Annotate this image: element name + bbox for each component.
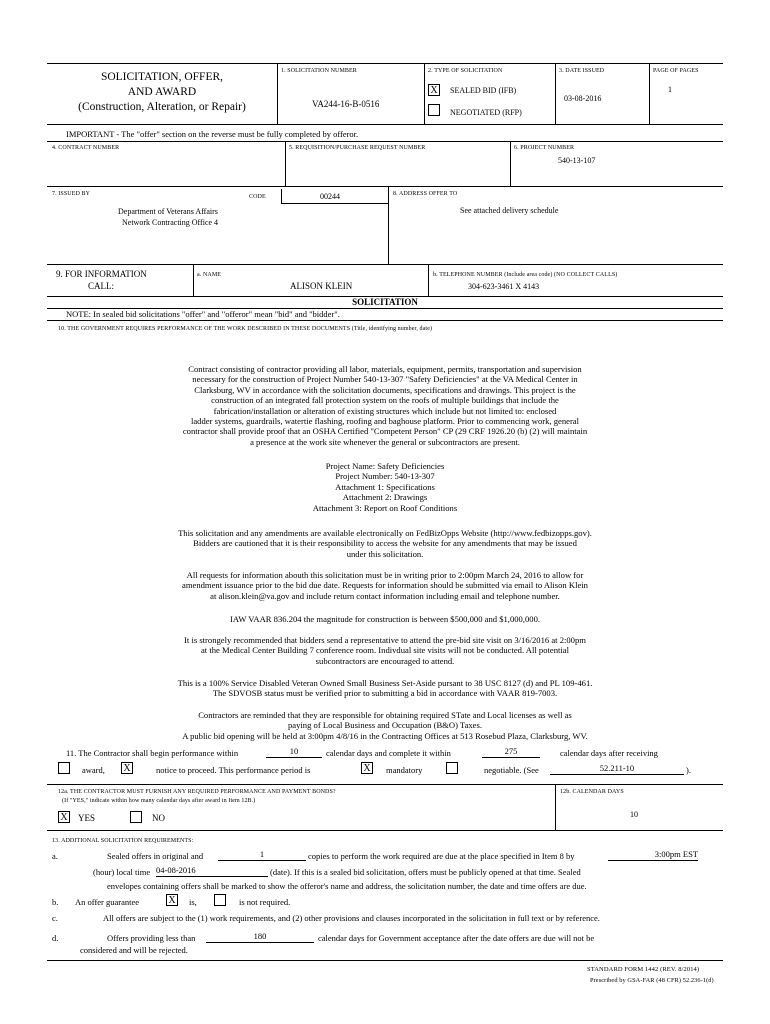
negotiable-checkbox[interactable] bbox=[446, 762, 458, 774]
solicitation-number: VA244-16-B-0516 bbox=[312, 99, 380, 109]
sealed-bid-checkbox[interactable]: X bbox=[428, 84, 440, 96]
rule-v-info bbox=[193, 264, 194, 296]
rule-v-project bbox=[510, 141, 511, 186]
telephone-number: 304-623-3461 X 4143 bbox=[468, 282, 540, 291]
begin-days: 10 bbox=[266, 746, 322, 758]
form-title-line3: (Construction, Alteration, or Repair) bbox=[78, 101, 246, 113]
text-line: a presence at the work site whenever the general or subcontractors are present. bbox=[250, 436, 520, 447]
award-label: award, bbox=[82, 765, 105, 775]
code-label: CODE bbox=[249, 194, 266, 200]
description-paragraph bbox=[130, 364, 640, 447]
text-line: Contractors are reminded that they are responsible for obtaining required STate and Local licenses as well as bbox=[198, 710, 572, 720]
issued-by-line2: Network Contracting Office 4 bbox=[122, 218, 219, 227]
rule-form-bottom bbox=[47, 960, 723, 961]
rule-note-bottom bbox=[47, 320, 723, 321]
negotiated-checkbox[interactable] bbox=[428, 104, 440, 116]
text-line: contractor shall provide proof that an OSHA Certified "Competent Person" CP (29 CRF 1926.20 (b) (2) will maintain bbox=[182, 426, 588, 437]
bonds-no-checkbox[interactable] bbox=[130, 811, 142, 823]
rule-code-bottom bbox=[281, 203, 388, 204]
text-line: Project Number: 540-13-307 bbox=[335, 471, 435, 482]
note-text: NOTE: In sealed bid solicitations "offer" and "offeror" mean "bid" and "bidder". bbox=[66, 309, 340, 319]
item13b-text: An offer guarantee bbox=[75, 897, 140, 907]
requests-paragraph bbox=[130, 570, 640, 601]
text-line: Attachment 3: Report on Roof Conditions bbox=[312, 502, 458, 513]
text-line: at the Medical Center Building 7 conference room. Indivdual site visits will not be conducted. All potential bbox=[200, 645, 569, 656]
item13c-letter: c. bbox=[52, 913, 58, 923]
calendar-days-value: 10 bbox=[630, 810, 638, 819]
mandatory-label: mandatory bbox=[386, 765, 423, 775]
information-label-2: CALL: bbox=[88, 281, 114, 291]
date-issued-label: 3. DATE ISSUED bbox=[559, 68, 605, 74]
requisition-number-label: 5. REQUISITION/PURCHASE REQUEST NUMBER bbox=[289, 145, 426, 151]
mandatory-checkbox[interactable]: X bbox=[361, 762, 373, 774]
text-line: construction of an integrated fall protection system on the roofs of multiple buildings that include the bbox=[211, 395, 559, 406]
rule-v-code bbox=[281, 189, 282, 203]
magnitude-paragraph bbox=[130, 614, 640, 624]
rule-v-req bbox=[285, 141, 286, 186]
acceptance-days: 180 bbox=[206, 931, 314, 943]
item11-text-2: calendar days and complete it within bbox=[326, 748, 451, 758]
notice-to-proceed-checkbox[interactable]: X bbox=[121, 762, 133, 774]
rule-important-bottom bbox=[47, 141, 723, 142]
sealed-bid-label: SEALED BID (IFB) bbox=[450, 86, 517, 95]
item10-label: 10. THE GOVERNMENT REQUIRES PERFORMANCE OF THE WORK DESCRIBED IN THESE DOCUMENTS (Title, identifying number, date) bbox=[58, 326, 433, 332]
item12a-sublabel: (If "YES," indicate within how many calendar days after award in Item 12B.) bbox=[62, 798, 256, 804]
due-time: 3:00pm EST bbox=[608, 849, 698, 861]
rule-v-date bbox=[555, 63, 556, 124]
address-offer-label: 8. ADDRESS OFFER TO bbox=[393, 191, 458, 197]
bonds-no-label: NO bbox=[152, 813, 165, 823]
rule-contract-bottom bbox=[47, 186, 723, 187]
solicitation-number-label: 1. SOLICITATION NUMBER bbox=[281, 68, 357, 74]
text-line: This solicitation and any amendments are available electronically on FedBizOpps Website (http://www.fedbizopps.gov). bbox=[178, 528, 592, 538]
negotiated-label: NEGOTIATED (RFP) bbox=[450, 108, 522, 117]
text-line: Project Name: Safety Deficiencies bbox=[325, 461, 445, 471]
text-line: at alison.klein@va.gov and include return contact information including email and telephone number. bbox=[210, 590, 560, 601]
text-line: Bidders are cautioned that it is their responsibility to access the website for any amendments that may be issued bbox=[193, 538, 577, 549]
page-of-pages-label: PAGE OF PAGES bbox=[653, 68, 699, 74]
guarantee-is-checkbox[interactable]: X bbox=[166, 894, 178, 906]
text-line: All requests for information abouth this solicitation must be in writing prior to 2:00pm March 24, 2016 to allow for bbox=[186, 570, 584, 580]
copies-value: 1 bbox=[218, 849, 306, 861]
guarantee-not-label: is not required. bbox=[239, 897, 291, 907]
fedbizopps-paragraph bbox=[130, 528, 640, 559]
rule-v-address bbox=[388, 186, 389, 264]
rule-v-page bbox=[649, 63, 650, 124]
bonds-yes-label: YES bbox=[78, 813, 96, 823]
telephone-label: b. TELEPHONE NUMBER (Include area code) (NO COLLECT CALLS) bbox=[433, 272, 618, 278]
issued-by-line1: Department of Veterans Affairs bbox=[118, 207, 218, 216]
text-line: ladder systems, guardrails, watertie flashing, roofing and baghouse platform. Prior to commencing work, general bbox=[190, 416, 580, 427]
item13d-text1: Offers providing less than bbox=[107, 933, 196, 943]
form-title-line2: AND AWARD bbox=[127, 86, 197, 98]
item13a-text3: (hour) local time bbox=[93, 867, 151, 877]
rule-top bbox=[47, 63, 723, 64]
item13a-text2: copies to perform the work required are due at the place specified in Item 8 by bbox=[308, 851, 575, 861]
complete-days: 275 bbox=[482, 746, 540, 758]
award-checkbox[interactable] bbox=[58, 762, 70, 774]
text-line: necessary for the construction of Project Number 540-13-307 "Safety Deficiencies" at the VA Medical Center in bbox=[192, 374, 578, 385]
rule-item11-bottom bbox=[47, 784, 723, 785]
due-date: 04-08-2016 bbox=[156, 865, 268, 877]
item13b-letter: b. bbox=[52, 897, 59, 907]
text-line: This is a 100% Service Disabled Veteran Owned Small Business Set-Aside pursant to 38 USC 8127 (d) and PL 109-461. bbox=[177, 678, 593, 688]
project-number-label: 6. PROJECT NUMBER bbox=[514, 145, 575, 151]
text-line: Contract consisting of contractor providing all labor, materials, equipment, permits, transportation and supervision bbox=[188, 364, 582, 374]
item13d-text3: considered and will be rejected. bbox=[80, 945, 188, 955]
text-line: Attachment 2: Drawings bbox=[342, 492, 428, 503]
rule-v-phone bbox=[428, 264, 429, 296]
form-title-line1: SOLICITATION, OFFER, bbox=[100, 71, 224, 83]
guarantee-not-checkbox[interactable] bbox=[214, 894, 226, 906]
guarantee-is-label: is, bbox=[189, 897, 197, 907]
text-line: A public bid opening will be held at 3:00pm 4/8/16 in the Contracting Offices at 513 Rosebud Plaza, Clarksburg, WV. bbox=[182, 730, 588, 741]
item13-label: 13. ADDITIONAL SOLICITATION REQUIREMENTS: bbox=[52, 838, 194, 844]
contract-number-label: 4. CONTRACT NUMBER bbox=[52, 145, 120, 151]
contact-name: ALISON KLEIN bbox=[290, 281, 353, 291]
type-of-solicitation-label: 2. TYPE OF SOLICITATION bbox=[428, 68, 503, 74]
rule-header-bottom bbox=[47, 124, 723, 125]
text-line: fabrication/installation or alteration of existing structures which include but not limited to: enclosed bbox=[213, 405, 557, 416]
code-value: 00244 bbox=[320, 192, 340, 201]
page-number: 1 bbox=[668, 85, 672, 94]
project-info-block bbox=[250, 461, 520, 513]
notice-label: notice to proceed. This performance period is bbox=[156, 765, 311, 775]
rule-item12-bottom bbox=[47, 830, 723, 831]
text-line: The SDVOSB status must be verified prior to submitting a bid in accordance with VAAR 819-7003. bbox=[212, 688, 558, 699]
date-issued: 03-08-2016 bbox=[564, 94, 602, 103]
text-line: under this solicitation. bbox=[346, 548, 424, 559]
text-line: subcontractors are encouraged to attend. bbox=[315, 655, 455, 666]
issued-by-label: 7. ISSUED BY bbox=[52, 191, 91, 197]
text-line: Attachment 1: Specifications bbox=[335, 481, 435, 492]
prescribed-by: Prescribed by GSA-FAR (48 CFR) 52.236-1(d) bbox=[590, 977, 714, 984]
item11-text-1: 11. The Contractor shall begin performance within bbox=[66, 748, 239, 758]
name-label: a. NAME bbox=[197, 272, 222, 278]
item11-close: ). bbox=[686, 765, 691, 775]
bonds-yes-checkbox[interactable]: X bbox=[58, 811, 70, 823]
form-title bbox=[50, 70, 274, 115]
rule-issued-bottom bbox=[47, 264, 723, 265]
form-identifier: STANDARD FORM 1442 (REV. 8/2014) bbox=[587, 966, 700, 973]
set-aside-paragraph bbox=[130, 678, 640, 699]
text-line: Clarksburg, WV in accordance with the solicitation documents, specifications and drawings. This project is the bbox=[194, 384, 576, 395]
text-line: paying of Local Business and Occupation (B&O) Taxes. bbox=[288, 720, 482, 731]
licenses-paragraph bbox=[130, 710, 640, 741]
important-notice: IMPORTANT - The "offer" section on the reverse must be fully completed by offeror. bbox=[66, 129, 359, 139]
rule-v-title bbox=[277, 63, 278, 124]
text-line: amendment issuance prior to the bid due date. Requests for information should be submitted via email to Alison Klein bbox=[182, 580, 588, 591]
text-line: IAW VAAR 836.204 the magnitude for construction is between $500,000 and $1,000,000. bbox=[229, 614, 541, 624]
text-line: It is strongely recommended that bidders send a representative to attend the pre-bid site visit on 3/16/2016 at 2:00pm bbox=[184, 635, 586, 645]
rule-v-12b bbox=[555, 784, 556, 830]
item13a-letter: a. bbox=[52, 851, 58, 861]
item13d-text2: calendar days for Government acceptance after the date offers are due will not be bbox=[318, 933, 595, 943]
site-visit-paragraph bbox=[130, 635, 640, 666]
item13c-text: All offers are subject to the (1) work requirements, and (2) other provisions and clauses incorporated in the solicitation in full text or by reference. bbox=[103, 913, 600, 923]
item13a-text4: (date). If this is a sealed bid solicitation, offers must be publicly opened at that time. Sealed bbox=[270, 867, 581, 877]
rule-v-type bbox=[424, 63, 425, 124]
negotiable-label: negotiable. (See bbox=[484, 765, 539, 775]
item12b-label: 12b. CALENDAR DAYS bbox=[560, 789, 624, 795]
item11-text-3: calendar days after receiving bbox=[560, 748, 658, 758]
information-label-1: 9. FOR INFORMATION bbox=[56, 269, 147, 279]
item12a-label: 12a. THE CONTRACTOR MUST FURNISH ANY REQUIRED PERFORMANCE AND PAYMENT BONDS? bbox=[58, 789, 336, 795]
item13d-letter: d. bbox=[52, 933, 59, 943]
item13a-text5: envelopes containing offers shall be marked to show the offeror's name and address, the solicitation number, the date and time offers are due. bbox=[107, 881, 587, 891]
item13a-text1: Sealed offers in original and bbox=[107, 851, 204, 861]
project-number: 540-13-107 bbox=[558, 156, 596, 165]
address-offer-value: See attached delivery schedule bbox=[460, 206, 559, 215]
solicitation-heading: SOLICITATION bbox=[352, 297, 418, 307]
see-reference: 52.211-10 bbox=[550, 763, 684, 775]
